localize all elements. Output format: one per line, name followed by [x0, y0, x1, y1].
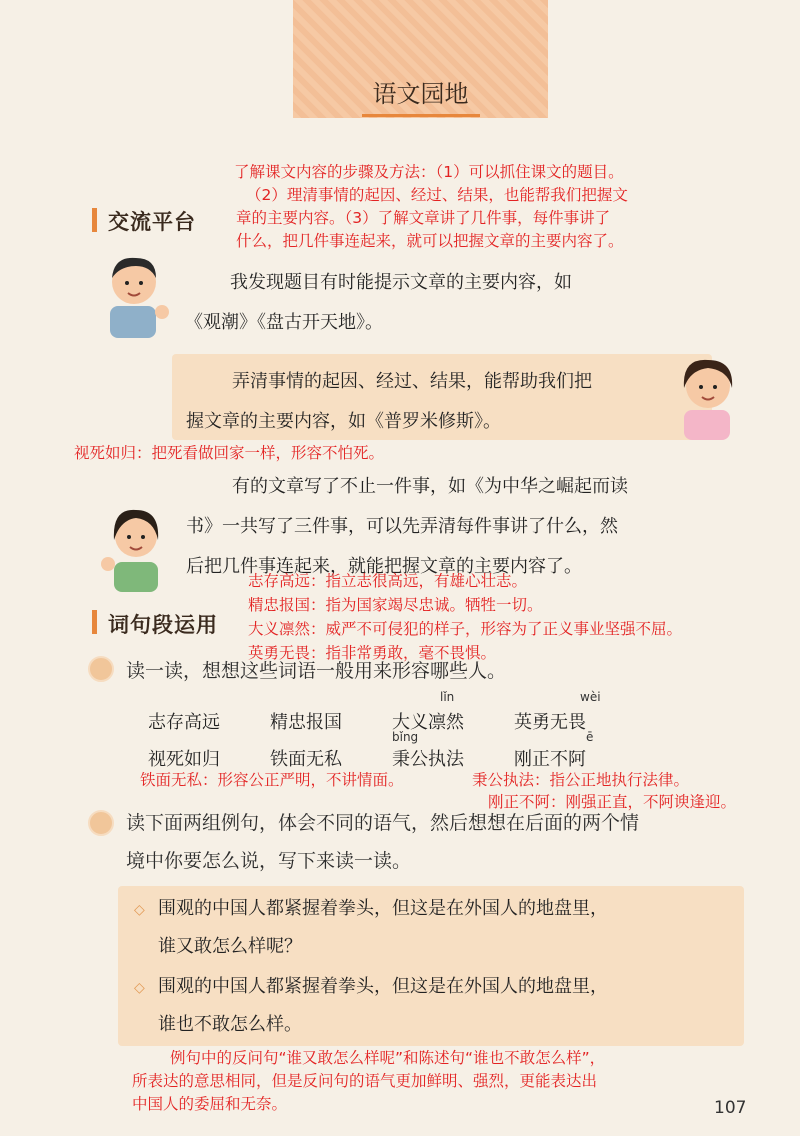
paragraph-1-line-1: 我发现题目有时能提示文章的主要内容，如 [230, 272, 572, 293]
word-7: 秉公执法 [392, 749, 464, 770]
example-1-line-2: 谁又敢怎么样呢？ [158, 936, 302, 957]
word-8: 刚正不阿 [514, 749, 586, 770]
note-rhetorical-3: 中国人的委屈和无奈。 [132, 1095, 288, 1113]
section-title-exchange: 交流平台 [108, 210, 196, 234]
pinyin-bing: bǐng [392, 730, 419, 744]
note-idiom-3: 大义凛然：威严不可侵犯的样子，形容为了正义事业坚强不屈。 [248, 620, 683, 638]
paragraph-3-line-1: 有的文章写了不止一件事，如《为中华之崛起而读 [232, 476, 628, 497]
note-summary-line-3: 章的主要内容。（3）了解文章讲了几件事，每件事讲了 [236, 209, 611, 227]
paragraph-2-line-2: 握文章的主要内容，如《普罗米修斯》。 [186, 411, 501, 432]
section-marker [92, 208, 97, 232]
word-2: 精忠报国 [270, 712, 342, 733]
boy-avatar [100, 248, 172, 340]
word-1: 志存高远 [148, 712, 220, 733]
note-idiom-2: 精忠报国：指为国家竭尽忠诚。牺牲一切。 [248, 596, 543, 614]
note-gangzheng: 刚正不阿：刚强正直，不阿谀逢迎。 [488, 793, 737, 811]
word-3: 大义凛然 [392, 712, 464, 733]
pinyin-lin: lǐn [440, 690, 455, 704]
paragraph-2-line-1: 弄清事情的起因、经过、结果，能帮助我们把 [232, 371, 592, 392]
note-idiom-4: 英勇无畏：指非常勇敢，毫不畏惧。 [248, 644, 497, 662]
note-summary-line-2: （2）理清事情的起因、经过、结果，也能帮我们把握文 [246, 186, 628, 204]
girl-avatar-2 [100, 502, 174, 594]
paragraph-3-line-3: 后把几件事连起来，就能把握文章的主要内容了。 [186, 556, 582, 577]
word-6: 铁面无私 [270, 749, 342, 770]
example-2-line-1: 围观的中国人都紧握着拳头，但这是在外国人的地盘里， [158, 976, 608, 997]
example-2-line-2: 谁也不敢怎么样。 [158, 1014, 302, 1035]
question-2-line-1: 读下面两组例句，体会不同的语气，然后想想在后面的两个情 [126, 812, 640, 834]
paragraph-1-line-2: 《观潮》《盘古开天地》。 [185, 312, 383, 333]
word-5: 视死如归 [148, 749, 220, 770]
note-shisi-ruguii: 视死如归：把死看做回家一样，形容不怕死。 [74, 444, 385, 462]
note-summary-line-4: 什么，把几件事连起来，就可以把握文章的主要内容了。 [236, 232, 624, 250]
note-idiom-1: 志存高远：指立志很高远，有雄心壮志。 [248, 572, 528, 590]
section-title-usage: 词句段运用 [108, 613, 218, 637]
paragraph-3-line-2: 书》一共写了三件事，可以先弄清每件事讲了什么，然 [186, 516, 618, 537]
page-number: 107 [714, 1098, 747, 1118]
pinyin-wei: wèi [580, 690, 601, 704]
question-1: 读一读，想想这些词语一般用来形容哪些人。 [126, 660, 507, 682]
note-rhetorical-2: 所表达的意思相同，但是反问句的语气更加鲜明、强烈，更能表达出 [132, 1072, 598, 1090]
note-tiemian: 铁面无私：形容公正严明，不讲情面。 [140, 771, 404, 789]
note-binggong: 秉公执法：指公正地执行法律。 [472, 771, 690, 789]
title-underline [362, 114, 480, 117]
example-1-line-1: 围观的中国人都紧握着拳头，但这是在外国人的地盘里， [158, 898, 608, 919]
section-marker-2 [92, 610, 97, 634]
bullet-icon [88, 656, 114, 682]
note-rhetorical-1: 例句中的反问句“谁又敢怎么样呢”和陈述句“谁也不敢怎么样”， [170, 1049, 606, 1067]
pinyin-e: ē [586, 730, 594, 744]
bullet-icon-2 [88, 810, 114, 836]
note-summary-line-1: 了解课文内容的步骤及方法：（1）可以抓住课文的题目。 [234, 163, 624, 181]
diamond-icon: ◇ [134, 902, 145, 918]
page-title: 语文园地 [372, 80, 469, 108]
word-4: 英勇无畏 [514, 712, 586, 733]
diamond-icon: ◇ [134, 980, 145, 996]
girl-avatar-1 [670, 352, 746, 442]
question-2-line-2: 境中你要怎么说，写下来读一读。 [126, 850, 412, 872]
